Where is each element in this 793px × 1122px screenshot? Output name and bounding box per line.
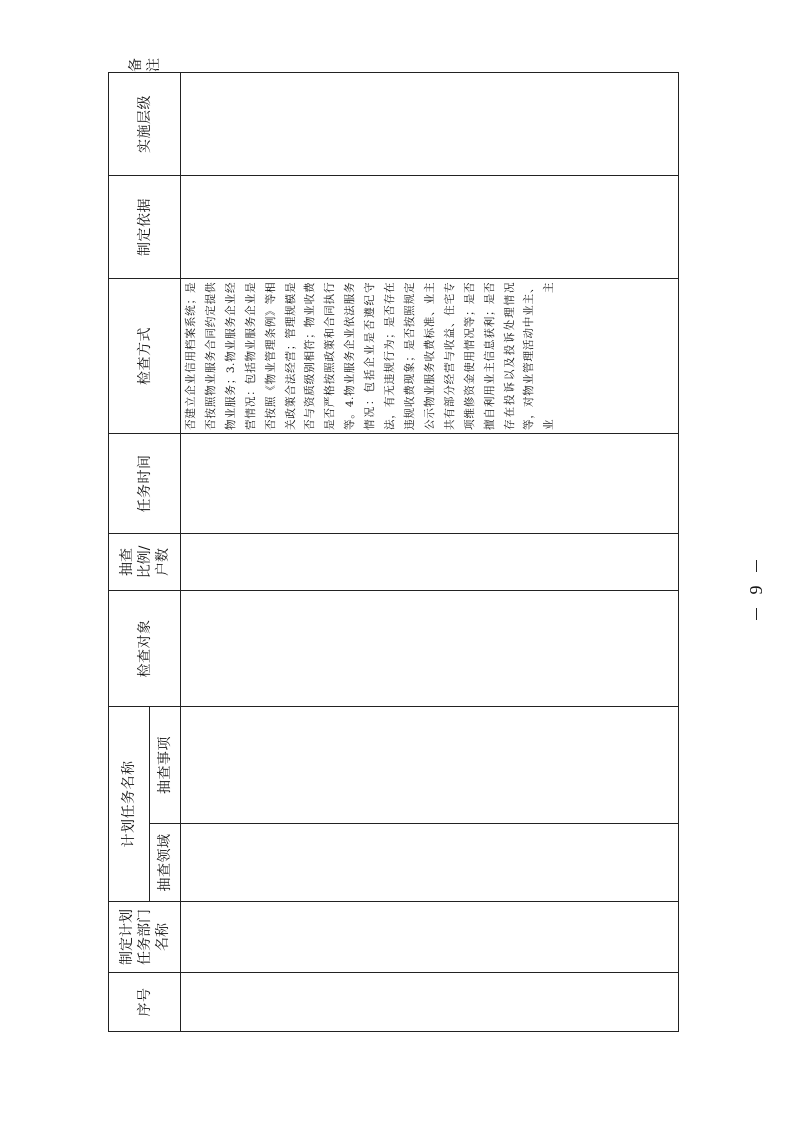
cell-basis (181, 176, 679, 279)
spot-check-plan-table: 序号 制定计划 任务部门 名称 计划任务名称 检查对象 抽查 比例/ 户数 任务时间 检查方式 制定依据 实施层级 备注 抽查领域 抽查事项 否建立企业信用档案系统；是否按照物业服务合同约定提供物业服务；3.物业服务企业经营情况：包括物业服务企业是否按照《物业管理条例》等相关政策合法经营；管理规模是否与资质级别相符；物业收费是否严格按照政策和合同执行等。4.物业服务企业依法服务情况：包括企业是否遵纪守法，有无违规行为；是否存在违规收费现象；是否按照规定公示物业服务收费标准、业主共有部分经营与收益、住宅专项维修资金使用情况等；是否擅自利用业主信息获利；是否存在投诉以及投诉处理情况等，对物业管理活动中业主、业主 (108, 72, 679, 1032)
header-item: 抽查事项 (150, 707, 181, 824)
header-basis: 制定依据 (109, 176, 181, 279)
cell-time (181, 434, 679, 534)
header-dept: 制定计划 任务部门 名称 (109, 902, 181, 973)
rotated-page (108, 57, 676, 1032)
page-number-value: 9 (746, 585, 766, 595)
header-ratio: 抽查 比例/ 户数 (109, 534, 181, 591)
page-number-dash-bottom (756, 608, 757, 620)
header-plan-task-name: 计划任务名称 (109, 707, 150, 902)
header-object: 检查对象 (109, 591, 181, 707)
cell-serial (181, 973, 679, 1032)
cell-field (181, 824, 679, 902)
cell-item (181, 707, 679, 824)
header-time: 任务时间 (109, 434, 181, 534)
page-number (736, 560, 776, 620)
cell-object (181, 591, 679, 707)
page-number-dash-top (756, 560, 757, 572)
method-text: 否建立企业信用档案系统；是否按照物业服务合同约定提供物业服务；3.物业服务企业经营情况：包括物业服务企业是否按照《物业管理条例》等相关政策合法经营；管理规模是否与资质级别相符；物业收费是否严格按照政策和合同执行等。4.物业服务企业依法服务情况：包括企业是否遵纪守法，有无违规行为；是否存在违规收费现象；是否按照规定公示物业服务收费标准、业主共有部分经营与收益、住宅专项维修资金使用情况等；是否擅自利用业主信息获利；是否存在投诉以及投诉处理情况等，对物业管理活动中业主、业主 (185, 282, 556, 430)
header-serial: 序号 (109, 973, 181, 1032)
cell-dept (181, 902, 679, 973)
table-row (181, 73, 679, 1032)
cell-method (181, 279, 679, 434)
header-level: 实施层级 (109, 73, 181, 176)
cell-ratio (181, 534, 679, 591)
header-field: 抽查领域 (150, 824, 181, 902)
header-method: 检查方式 (109, 279, 181, 434)
cell-level (181, 73, 679, 176)
